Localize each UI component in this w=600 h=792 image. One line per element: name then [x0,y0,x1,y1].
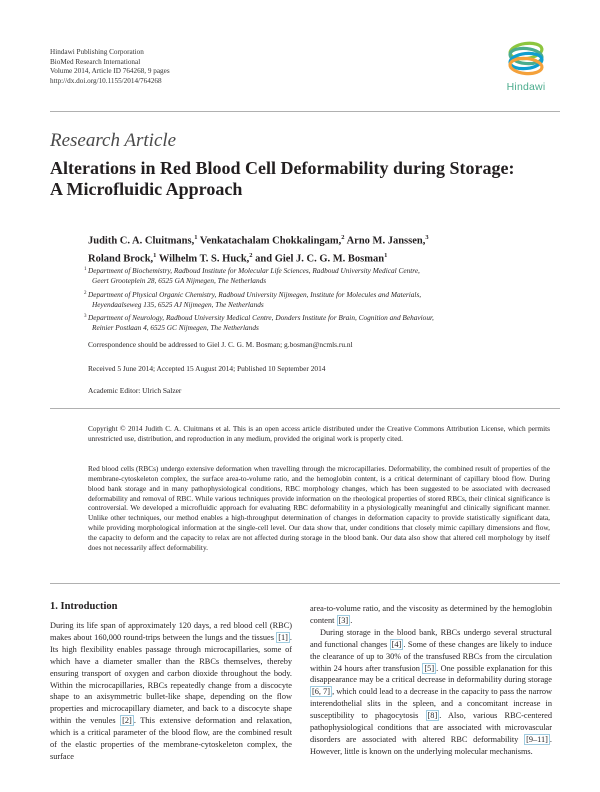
journal-info [50,48,170,86]
title-line-2: A Microfluidic Approach [50,179,243,199]
title-line-1: Alterations in Red Blood Cell Deformability during Storage: [50,158,515,178]
author-affiliation-sup: 2 [249,252,253,259]
citation-link[interactable]: [9–11] [526,734,548,744]
article-title [50,158,560,200]
hindawi-rings-icon [504,40,548,80]
citation-link[interactable]: [6, 7] [312,687,331,697]
author-name: Arno M. Janssen, [346,235,426,247]
body-column-right [310,603,552,758]
affiliation-number: 1 [84,267,87,272]
journal-name: BioMed Research International [50,57,141,66]
body-text: , which could lead to a decrease in the capacity to pass the narrow interendothelial slits in the spleen, and a concomitant increase in susceptibility to phagocytosis [310,687,552,721]
citation-link[interactable]: [4] [391,639,402,649]
author-line-1 [88,231,538,249]
author-name: Wilhelm T. S. Huck, [158,253,250,265]
copyright-notice: Copyright © 2014 Judith C. A. Cluitmans et al. This is an open access article distributed under the Creative Commons Attribution License, which permits unrestricted use, distribution, and reproduction in any medium, provided the original work is properly cited. [88,424,550,443]
body-text: During its life span of approximately 120 days, a red blood cell (RBC) makes about 160,000 round-trips between the lungs and the tissues [50,621,292,642]
academic-editor: Academic Editor: Ulrich Salzer [88,386,182,395]
intro-paragraph-1-cont [310,603,552,627]
meta-divider [50,408,560,409]
affiliation-text: Department of Biochemistry, Radboud Institute for Molecular Life Sciences, Radboud University Medical Centre, [88,266,420,275]
body-column-left [50,620,292,763]
author-affiliation-sup: 1 [194,234,198,241]
article-type: Research Article [50,130,177,151]
section-heading [50,601,118,612]
section-title: Introduction [60,601,118,612]
body-text: During storage in the blood bank, RBCs undergo several structural and functional changes [310,627,552,649]
volume-info: Volume 2014, Article ID 764268, 9 pages [50,67,170,76]
author-affiliation-sup: 3 [425,234,429,241]
header-divider [50,111,560,112]
abstract: Red blood cells (RBCs) undergo extensive deformation when travelling through the microcapillaries. Deformability, the combined result of properties of the membrane-cytoskeleton complex, the surface area-to-volume ratio, and the hemoglobin content, is a critical determinant of capillary blood flow. During blood bank storage and in many pathophysiological conditions, RBC morphology changes, which has been suggested to be associated with decreased deformability and removal of RBC. While various techniques provide information on the rheological properties of stored RBCs, their clinical significance is controversial. We developed a microfluidic approach for evaluating RBC deformability in a physiologically meaningful and clinically significant manner. Unlike other techniques, our method enables a high-throughput determination of changes in deformation capacity to provide statistically significant data, while providing morphological information at the single-cell level. Our data show that, under conditions that closely mimic capillary dimensions and flow, the capacity to deform and the capacity to relax are not affected during storage in the blood bank. Our data also show that altered cell morphology by itself does not necessarily affect deformability. [88,464,550,552]
affiliation-1 [84,266,538,285]
author-affiliation-sup: 1 [153,252,157,259]
correspondence: Correspondence should be addressed to Giel J. C. G. M. Bosman; g.bosman@ncmls.ru.nl [88,340,353,349]
intro-paragraph-1 [50,620,292,763]
body-text: . This extensive deformation and relaxation, which is a critical parameter of the blood flow, are the combined result of the elastic properties of the membrane-cytoskeleton complex, the surface [50,716,292,761]
intro-paragraph-2 [310,627,552,758]
body-text: . Some of these changes are likely to induce the clearance of up to 30% of the transfused RBCs from the circulation within 24 hours after transfusion [310,639,553,673]
body-text: . However, little is known on the underlying molecular mechanisms. [310,734,552,756]
author-name: and Giel J. C. G. M. Bosman [255,253,385,265]
publisher-name: Hindawi Publishing Corporation [50,48,144,56]
affiliation-number: 3 [84,314,87,319]
affiliation-address: Geert Grooteplein 28, 6525 GA Nijmegen, The Netherlands [92,275,267,285]
affiliation-text: Department of Neurology, Radboud University Medical Centre, Donders Institute for Brain, Cognition and Behaviour, [88,313,434,322]
section-number: 1. [50,601,58,612]
affiliation-3 [84,313,538,332]
author-line-2 [88,249,538,267]
author-name: Judith C. A. Cluitmans, [88,235,195,247]
doi-link[interactable]: http://dx.doi.org/10.1155/2014/764268 [50,76,162,85]
affiliation-number: 2 [84,291,87,296]
citation-link[interactable]: [5] [424,663,435,673]
author-name: Venkatachalam Chokkalingam, [199,235,342,247]
body-text: . One possible explanation for this disappearance may be a critical decrease in deformability during storage [310,663,552,685]
citation-link[interactable]: [3] [338,615,349,625]
affiliation-text: Department of Physical Organic Chemistry, Radboud University Nijmegen, Institute for Molecules and Materials, [88,290,422,299]
body-text: . Its high flexibility enables passage through microcapillaries, some of which have a diameter smaller than the RBCs themselves, thereby ensuring transport of oxygen and carbon dioxide throughout the body. Within the microcapillaries, RBCs repeatedly change from a discocyte shape to an axisymmetric bullet-like shape, depending on the flow properties and microcapillary diameter, and back to a discocyte shape within the venules [50,632,292,726]
author-name: Roland Brock, [88,253,154,265]
abstract-divider [50,583,560,584]
author-affiliation-sup: 2 [341,234,345,241]
hindawi-logo[interactable] [495,40,557,93]
author-affiliation-sup: 1 [384,252,388,259]
affiliation-2 [84,290,538,309]
citation-link[interactable]: [1] [278,632,288,642]
affiliation-address: Heyendaalseweg 135, 6525 AJ Nijmegen, The Netherlands [92,299,264,309]
author-list [88,231,538,267]
citation-link[interactable]: [8] [427,711,438,721]
body-text: . [350,615,353,625]
body-text: area-to-volume ratio, and the viscosity as determined by the hemoglobin content [310,604,552,625]
affiliation-address: Reinier Postlaan 4, 6525 GC Nijmegen, The Netherlands [92,322,259,332]
citation-link[interactable]: [2] [122,716,132,726]
body-text: . Also, various RBC-centered pathophysiological conditions that are associated with microvascular disorders are associated with altered RBC deformability [310,711,552,744]
publication-dates: Received 5 June 2014; Accepted 15 August 2014; Published 10 September 2014 [88,364,326,373]
logo-text: Hindawi [506,81,546,93]
